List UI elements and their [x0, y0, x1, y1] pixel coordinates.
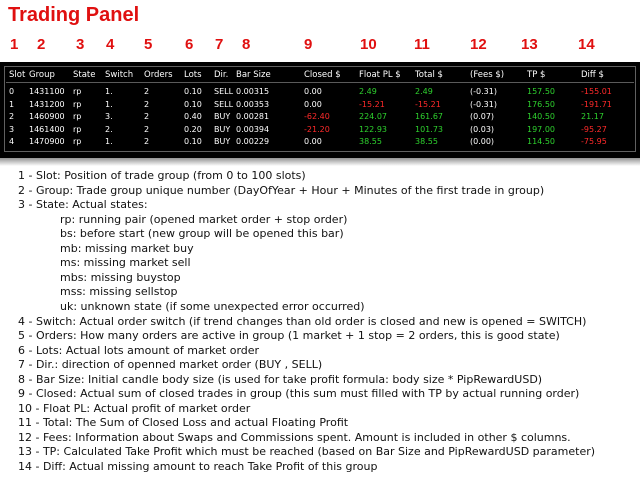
page-title: Trading Panel [8, 4, 140, 26]
state-item: mss: missing sellstop [60, 285, 178, 299]
description-item: 10 - Float PL: Actual profit of market order [18, 401, 251, 415]
column-number-row [0, 36, 640, 56]
cell-diff: -75.95 [581, 137, 607, 147]
column-number: 13 [521, 36, 538, 53]
column-header-closed: Closed $ [304, 70, 341, 80]
cell-lots: 0.10 [184, 99, 202, 109]
cell-diff: 21.17 [581, 112, 604, 122]
table-row [0, 112, 640, 125]
cell-switch: 2. [105, 124, 113, 134]
table-row [0, 100, 640, 113]
cell-closed: 0.00 [304, 99, 322, 109]
cell-bar-size: 0.00229 [236, 137, 270, 147]
cell-tp: 197.00 [527, 124, 555, 134]
cell-fees: (0.03) [470, 124, 495, 134]
cell-dir: BUY [214, 137, 231, 147]
column-number: 1 [10, 36, 19, 53]
cell-total: 161.67 [415, 112, 443, 122]
column-header-dir: Dir. [214, 70, 229, 80]
column-number: 5 [144, 36, 153, 53]
cell-fees: (-0.31) [470, 99, 497, 109]
cell-closed: 0.00 [304, 137, 322, 147]
column-number: 6 [185, 36, 194, 53]
cell-tp: 114.50 [527, 137, 555, 147]
state-item: mb: missing market buy [60, 241, 194, 255]
cell-switch: 1. [105, 87, 113, 96]
column-number: 4 [106, 36, 115, 53]
cell-bar-size: 0.00315 [236, 87, 270, 96]
description-item: 1 - Slot: Position of trade group (from 0 to 100 slots) [18, 169, 306, 182]
cell-float-pl: 2.49 [359, 87, 377, 96]
cell-fees: (-0.31) [470, 87, 497, 96]
cell-group: 1460900 [29, 112, 65, 122]
description-item: 12 - Fees: Information about Swaps and Commissions spent. Amount is included in other $ columns. [18, 430, 571, 444]
cell-orders: 2 [144, 112, 150, 122]
column-header-total: Total $ [415, 70, 443, 80]
column-number: 7 [215, 36, 224, 53]
cell-fees: (0.07) [470, 112, 495, 122]
cell-tp: 176.50 [527, 99, 555, 109]
description-item: 3 - State: Actual states: [18, 198, 148, 212]
cell-dir: BUY [214, 124, 231, 134]
description-item: 5 - Orders: How many orders are active in group (1 market + 1 stop = 2 orders, this is good state) [18, 329, 560, 343]
cell-state: rp [73, 99, 82, 109]
cell-slot: 1 [9, 99, 15, 109]
cell-total: 101.73 [415, 124, 443, 134]
cell-closed: 0.00 [304, 87, 322, 96]
cell-diff: -191.71 [581, 99, 612, 109]
column-header-group: Group [29, 70, 55, 80]
cell-switch: 1. [105, 99, 113, 109]
cell-group: 1461400 [29, 124, 65, 134]
cell-state: rp [73, 112, 82, 122]
table-row [0, 137, 640, 150]
cell-lots: 0.40 [184, 112, 202, 122]
cell-fees: (0.00) [470, 137, 495, 147]
cell-lots: 0.10 [184, 87, 202, 96]
cell-slot: 2 [9, 112, 15, 122]
cell-slot: 3 [9, 124, 15, 134]
cell-group: 1431100 [29, 87, 65, 96]
panel-shadow [0, 152, 640, 166]
state-item: uk: unknown state (if some unexpected error occurred) [60, 299, 365, 313]
cell-group: 1431200 [29, 99, 65, 109]
column-number: 8 [242, 36, 251, 53]
cell-closed: -62.40 [304, 112, 330, 122]
column-header-fees: (Fees $) [470, 70, 505, 80]
description-item: 8 - Bar Size: Initial candle body size (is used for take profit formula: body size * PipRewardUSD) [18, 372, 543, 386]
column-number: 10 [360, 36, 377, 53]
cell-switch: 3. [105, 112, 113, 122]
column-number: 9 [304, 36, 313, 53]
cell-total: 38.55 [415, 137, 438, 147]
cell-lots: 0.20 [184, 124, 202, 134]
cell-orders: 2 [144, 124, 150, 134]
cell-dir: SELL [214, 87, 234, 96]
state-item: mbs: missing buystop [60, 270, 181, 284]
cell-total: -15.21 [415, 99, 441, 109]
header-separator [6, 82, 634, 83]
cell-diff: -95.27 [581, 124, 607, 134]
table-row [0, 125, 640, 138]
column-header-slot: Slot [9, 70, 26, 80]
cell-lots: 0.10 [184, 137, 202, 147]
trading-panel [0, 62, 640, 158]
cell-float-pl: 224.07 [359, 112, 387, 122]
cell-slot: 0 [9, 87, 15, 96]
cell-orders: 2 [144, 87, 150, 96]
column-header-diff: Diff $ [581, 70, 604, 80]
cell-state: rp [73, 87, 82, 96]
column-header-tp: TP $ [527, 70, 546, 80]
cell-group: 1470900 [29, 137, 65, 147]
cell-bar-size: 0.00353 [236, 99, 270, 109]
cell-dir: SELL [214, 99, 234, 109]
state-item: bs: before start (new group will be opened this bar) [60, 227, 344, 241]
cell-orders: 2 [144, 137, 150, 147]
cell-bar-size: 0.00394 [236, 124, 270, 134]
cell-float-pl: -15.21 [359, 99, 385, 109]
cell-state: rp [73, 137, 82, 147]
column-number: 12 [470, 36, 487, 53]
table-row [0, 87, 640, 100]
cell-total: 2.49 [415, 87, 433, 96]
column-header-bar-size: Bar Size [236, 70, 271, 80]
cell-slot: 4 [9, 137, 15, 147]
cell-float-pl: 38.55 [359, 137, 382, 147]
column-number: 2 [37, 36, 46, 53]
description-item: 7 - Dir.: direction of openned market order (BUY , SELL) [18, 358, 323, 372]
column-header-orders: Orders [144, 70, 173, 80]
cell-dir: BUY [214, 112, 231, 122]
cell-tp: 140.50 [527, 112, 555, 122]
state-item: ms: missing market sell [60, 256, 191, 270]
column-header-lots: Lots [184, 70, 202, 80]
column-number: 11 [414, 36, 430, 53]
column-header-switch: Switch [105, 70, 134, 80]
state-item: rp: running pair (opened market order + stop order) [60, 212, 348, 226]
cell-orders: 2 [144, 99, 150, 109]
description-item: 2 - Group: Trade group unique number (DayOfYear + Hour + Minutes of the first trade in group) [18, 183, 545, 197]
column-number: 14 [578, 36, 595, 53]
column-header-state: State [73, 70, 96, 80]
cell-state: rp [73, 124, 82, 134]
description-item: 4 - Switch: Actual order switch (if trend changes than old order is closed and new is opened = SWITCH) [18, 314, 587, 328]
column-header-float-pl: Float PL $ [359, 70, 401, 80]
description-item: 13 - TP: Calculated Take Profit which must be reached (based on Bar Size and PipRewardUSD parameter) [18, 445, 596, 459]
description-item: 9 - Closed: Actual sum of closed trades in group (this sum must filled with TP by actual running order) [18, 387, 580, 401]
cell-tp: 157.50 [527, 87, 555, 96]
cell-bar-size: 0.00281 [236, 112, 270, 122]
cell-switch: 1. [105, 137, 113, 147]
column-number: 3 [76, 36, 85, 53]
description-item: 6 - Lots: Actual lots amount of market order [18, 343, 260, 357]
description-item: 11 - Total: The Sum of Closed Loss and actual Floating Profit [18, 416, 349, 430]
cell-closed: -21.20 [304, 124, 330, 134]
description-item: 14 - Diff: Actual missing amount to reach Take Profit of this group [18, 460, 378, 473]
cell-diff: -155.01 [581, 87, 612, 96]
cell-float-pl: 122.93 [359, 124, 387, 134]
